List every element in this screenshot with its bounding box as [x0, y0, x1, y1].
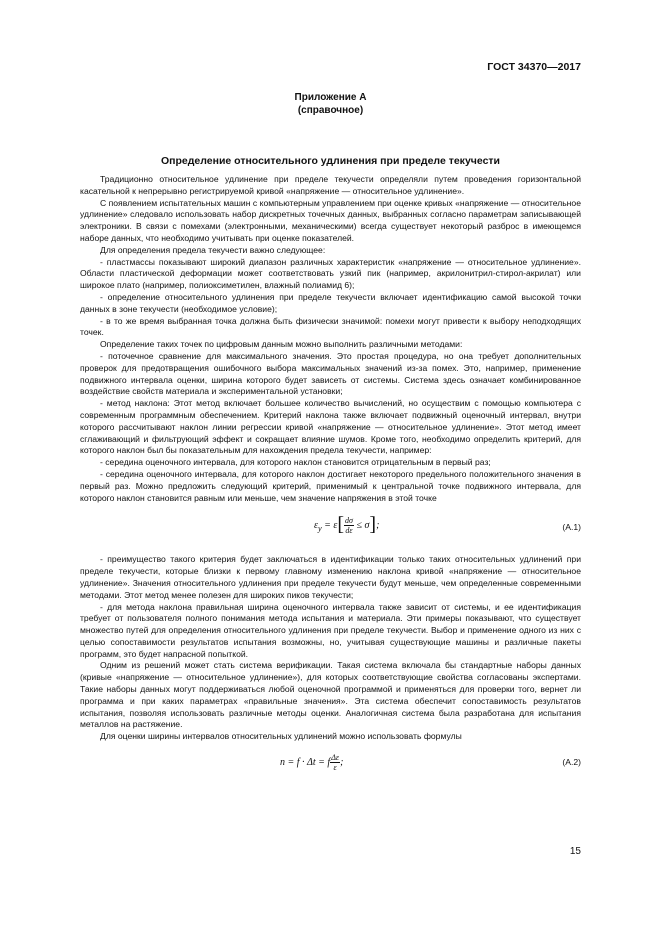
document-id-header: ГОСТ 34370—2017 [487, 61, 581, 73]
formula-subscript: y [317, 524, 322, 534]
list-item: - метод наклона: Этот метод включает большее количество вычислений, но осуществим с помощью компьютера с современным программным обеспечением. Критерий наклона также включает подвижный оценочный интервал, внутри которого рассчитывают наклон линии регрессии кривой «напряжение — относительное удлинение». Этот метод имеет сглаживающий и фильтрующий эффект и сокращает влияние шумов. Кроме того, необходимо определить критерий, для которого наклон был бы показательным для нахождения предела текучести, например: [80, 398, 581, 456]
formula-symbol: n = f · Δt = f [280, 756, 331, 768]
appendix-label: Приложение А [294, 92, 367, 103]
formula-bracket: [ [337, 513, 345, 536]
formula-symbol: ; [376, 520, 380, 532]
appendix-heading [0, 91, 661, 117]
paragraph: Традиционно относительное удлинение при пределе текучести определяли путем проведения горизонтальной касательной к непрерывно регистрируемой кривой «напряжение — относительное удлинение». [80, 174, 581, 196]
formula-fraction: $\frac{d\sigma}{d\varepsilon}$ [345, 516, 353, 536]
list-item: - определение относительного удлинения при пределе текучести включает идентификацию самой высокой точки данных в зоне текучести (необходимое условие); [80, 291, 581, 314]
formula-symbol: ε [314, 520, 318, 532]
paragraph: Для оценки ширины интервалов относительных удлинений можно использовать формулы [100, 731, 462, 742]
formula-number: (А.2) [562, 757, 581, 768]
formula-a2-expression [280, 753, 343, 772]
formula-symbol: ; [340, 756, 344, 768]
body-text [80, 174, 581, 783]
page-number: 15 [569, 846, 581, 857]
list-item: - преимущество такого критерия будет заключаться в идентификации только таких относительных удлинений при пределе текучести, которые близки к первому главному изменению наклона кривой «напряжение — относительное удлинение». Значения относительного удлинения при пределе текучести будут меньше, чем определенные современными методами. Этот метод менее полезен для широких пиков текучести; [80, 554, 581, 600]
list-item: - середина оценочного интервала, для которого наклон достигает некоторого предельного положительного значения в первый раз. Можно предложить следующий критерий, применимый к центральной точке подвижного интервала, для которого наклон становится равным или меньше, чем значение напряжения в этой точке [80, 468, 581, 503]
formula-a1 [80, 508, 581, 548]
list-item: - для метода наклона правильная ширина оценочного интервала также зависит от системы, и ее идентификация требует от пользователя полного понимания метода испытания и материала. Эти примеры показывают, что существует множество путей для определения относительного удлинения при пределе текучести. Выбор и применение одного из них с целью сопоставимости результатов испытания возможны, но, учитывая существующие машины и различные пакеты программ, это будет напрасной попыткой. [80, 601, 581, 659]
list-item: - пластмассы показывают широкий диапазон различных характеристик «напряжение — относительное удлинение». Области пластической деформации может соответствовать узкий пик (например, акрилонитрил-стирол-акрилат) или широкое плато (например, полиоксиметилен, влажный полиамид 6); [80, 256, 581, 291]
formula-fraction: $\frac{\Delta\varepsilon}{\varepsilon}$ [331, 753, 340, 773]
paragraph: Определение таких точек по цифровым данным можно выполнить различными методами: [100, 339, 463, 350]
formula-bracket: ] [369, 513, 377, 536]
formula-a2 [80, 747, 581, 777]
list-item: - поточечное сравнение для максимального значения. Это простая процедура, но она требует дополнительных проверок для предотвращения ошибочного выбора максимальных значений из-за помех. Это, например, применение подвижного интервала оценки, ширина которого будет зависеть от системы. Система здесь означает комбинированное воздействие свойств материала и экспериментальной установки; [80, 350, 581, 397]
appendix-note: (справочное) [297, 105, 364, 116]
formula-a1-expression [314, 513, 380, 536]
list-item: - в то же время выбранная точка должна быть физически значимой: помехи могут привести к выбору неподходящих точек. [80, 315, 581, 338]
formula-symbol: ≤ σ [356, 520, 370, 532]
paragraph: Для определения предела текучести важно следующее: [100, 244, 326, 255]
paragraph: Одним из решений может стать система верификации. Такая система включала бы стандартные наборы данных (кривые «напряжение — относительное удлинение»), для которых соответствующие свойства согласованы экспертами. Такие наборы данных могут поддерживаться любой оценочной программой и применяться для проверки того, вернет ли программа и при каких параметрах «правильные значения». Эта система обеспечит сопоставимость результатов испытания, позволяя использовать различные методы оценки. Аналогичная система была разработана для испытания металлов на растяжение. [80, 660, 581, 730]
paragraph: С появлением испытательных машин с компьютерным управлением при оценке кривых «напряжение — относительное удлинение» следовало использовать набор дискретных точечных данных, выбранных согласно параметрам записывающей электроники. В связи с помехами (электронными, механическими) всегда существует некоторый разброс в имеющемся наборе данных, что необходимо учитывать при оценке показателей. [80, 197, 581, 243]
formula-number: (А.1) [562, 522, 581, 533]
formula-symbol: = ε [321, 520, 338, 532]
list-item: - середина оценочного интервала, для которого наклон становится отрицательным в первый раз; [100, 457, 491, 468]
section-title: Определение относительного удлинения при пределе текучести [160, 155, 501, 167]
